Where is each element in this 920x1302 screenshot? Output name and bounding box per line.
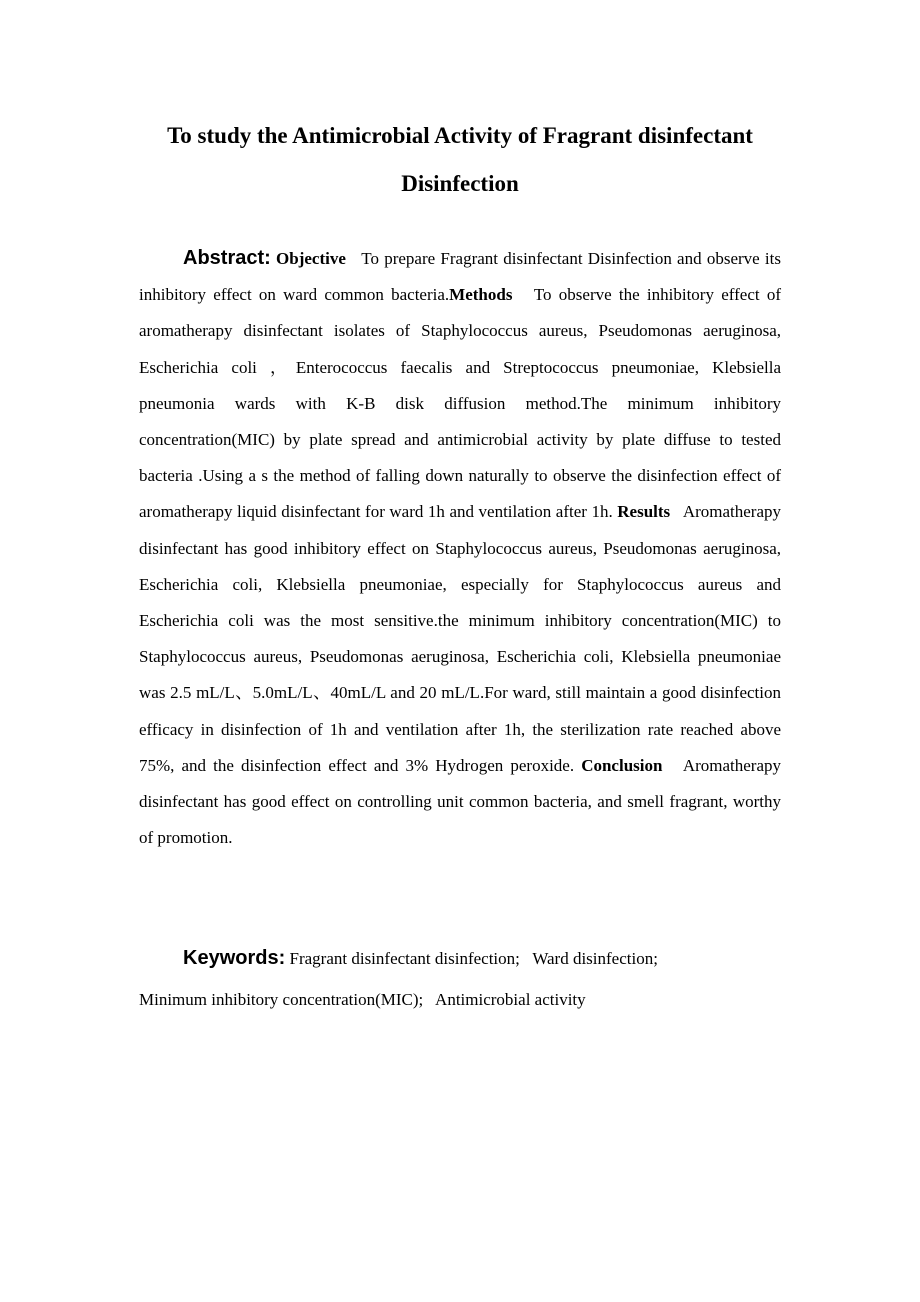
objective-label: Objective [276, 249, 346, 268]
conclusion-label: Conclusion [581, 755, 663, 775]
keywords-block [139, 938, 781, 1020]
keywords-line-1 [139, 938, 781, 979]
keywords-text-1: Fragrant disinfectant disinfection; Ward disinfection; [289, 949, 658, 968]
paper-title [100, 112, 820, 208]
abstract-paragraph [139, 240, 781, 856]
title-line-2: Disinfection [401, 171, 519, 196]
objective-text: To prepare Fragrant disinfectant Disinfection and observe its inhibitory effect on ward common bacteria. [139, 249, 781, 305]
keywords-text-2: Minimum inhibitory concentration(MIC); Antimicrobial activity [139, 990, 586, 1009]
methods-text: To observe the inhibitory effect of aromatherapy disinfectant isolates of Staphylococcus aureus, Pseudomonas aeruginosa, Escherichia coli ，Enterococcus faecalis and Streptococcus pneumoniae, Klebsiella pneumonia wards with K-B disk diffusion method.The minimum inhibitory concentration(MIC) by plate spread and antimicrobial activity by plate diffuse to tested bacteria .Using a s the method of falling down naturally to observe the disinfection effect of aromatherapy liquid disinfectant for ward 1h and ventilation after 1h. [139, 285, 781, 522]
methods-label: Methods [449, 285, 513, 305]
keywords-label: Keywords: [183, 947, 286, 969]
abstract-label: Abstract: [183, 247, 271, 269]
results-label: Results [617, 502, 671, 522]
results-text: Aromatherapy disinfectant has good inhibitory effect on Staphylococcus aureus, Pseudomonas aeruginosa, Escherichia coli, Klebsiella pneumoniae, especially for Staphylococcus aureus and Escherichia coli was the most sensitive.the minimum inhibitory concentration(MIC) to Staphylococcus aureus, Pseudomonas aeruginosa, Escherichia coli, Klebsiella pneumoniae was 2.5 mL/L、5.0mL/L、40mL/L and 20 mL/L.For ward, still maintain a good disinfection efficacy in disinfection of 1h and ventilation after 1h, the sterilization rate reached above 75%, and the disinfection effect and 3% Hydrogen peroxide. [139, 502, 782, 775]
title-line-1: To study the Antimicrobial Activity of Fragrant disinfectant [167, 123, 753, 148]
conclusion-text: Aromatherapy disinfectant has good effect on controlling unit common bacteria, and smell fragrant, worthy of promotion. [139, 755, 782, 848]
